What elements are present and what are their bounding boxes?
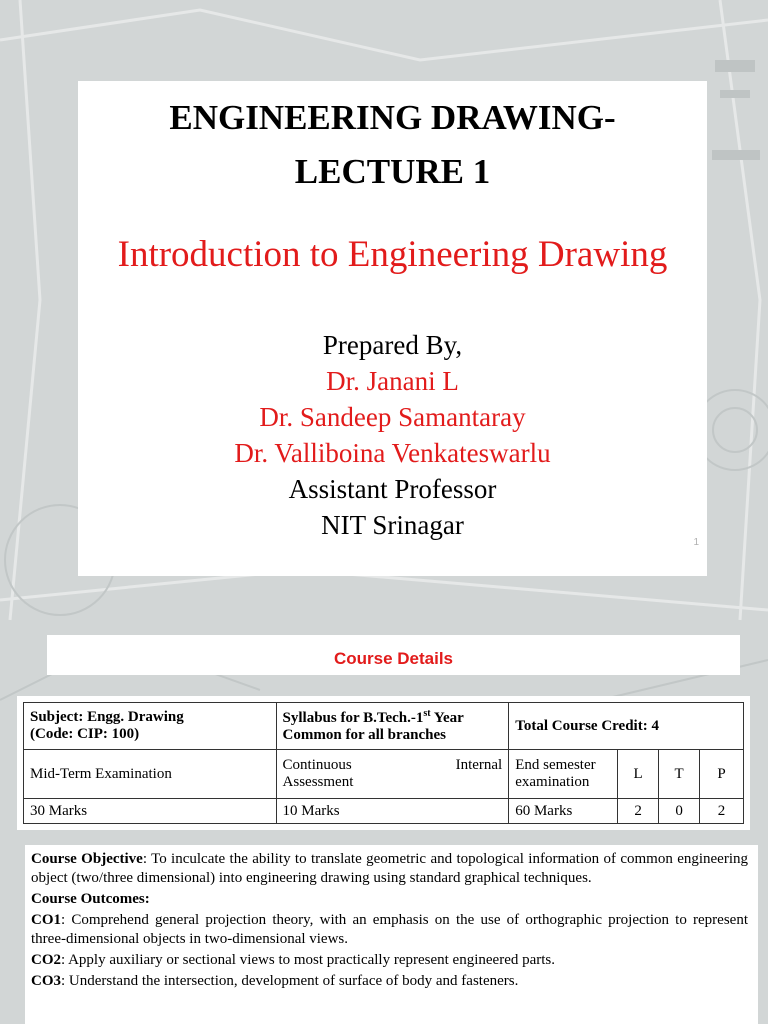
- outcome-co2: [31, 951, 748, 970]
- course-objective: [31, 850, 748, 888]
- slide-number: 1: [693, 537, 699, 548]
- table-cell-syllabus: [276, 703, 509, 750]
- cell-line: examination: [515, 774, 590, 791]
- author-name: Dr. Janani L: [326, 366, 459, 396]
- author-block: [78, 327, 707, 543]
- table-cell: 2: [700, 799, 744, 824]
- cell-word: Internal: [455, 757, 503, 774]
- syllabus-text: Syllabus for B.Tech.-1: [282, 710, 424, 727]
- table-cell-T: T: [659, 750, 700, 799]
- co-label: CO2: [31, 952, 61, 968]
- author-name: Dr. Sandeep Samantaray: [259, 402, 526, 432]
- syllabus-text-end: Year: [430, 710, 464, 727]
- course-details-table: [23, 702, 744, 824]
- outcomes-label: Course Outcomes:: [31, 891, 150, 907]
- subject-label: Subject: Engg. Drawing: [30, 709, 184, 726]
- co-label: CO3: [31, 973, 61, 989]
- table-cell-subject: [24, 703, 277, 750]
- objective-label: Course Objective: [31, 851, 143, 867]
- table-row: [24, 703, 744, 750]
- table-row: [24, 750, 744, 799]
- table-cell: 10 Marks: [276, 799, 509, 824]
- table-cell: 60 Marks: [509, 799, 618, 824]
- table-cell: 2: [618, 799, 659, 824]
- subject-code: (Code: CIP: 100): [30, 726, 140, 743]
- table-cell-L: L: [618, 750, 659, 799]
- objective-text: : To inculcate the ability to translate geometric and topological information of common engineering object (two/three dimensional) into engineering drawing using standard graphical techniques.: [31, 851, 748, 886]
- cell-line: [283, 757, 503, 774]
- table-cell: 0: [659, 799, 700, 824]
- title-line-2: LECTURE 1: [294, 152, 491, 191]
- title-slide: [78, 81, 707, 576]
- lecture-subtitle: Introduction to Engineering Drawing: [117, 234, 668, 275]
- title-line-1: ENGINEERING DRAWING-: [169, 98, 616, 137]
- course-table-panel: [17, 696, 750, 830]
- syllabus-branches: Common for all branches: [282, 727, 447, 744]
- table-cell-P: P: [700, 750, 744, 799]
- author-name: Dr. Valliboina Venkateswarlu: [234, 438, 551, 468]
- cell-line: Assessment: [282, 774, 354, 791]
- cell-line: End semester: [515, 757, 596, 774]
- outcome-co3: [31, 972, 748, 991]
- prepared-by-label: Prepared By,: [322, 330, 463, 360]
- superscript: st: [423, 708, 431, 720]
- table-cell: 30 Marks: [24, 799, 277, 824]
- syllabus-line: [283, 708, 503, 727]
- table-cell: [509, 750, 618, 799]
- lecture-title: [78, 91, 707, 199]
- co-text: : Apply auxiliary or sectional views to most practically represent engineered parts.: [61, 952, 556, 968]
- cell-word: Continuous: [282, 757, 352, 774]
- outcome-co1: [31, 911, 748, 949]
- table-cell: [276, 750, 509, 799]
- designation: Assistant Professor: [288, 474, 497, 504]
- course-outcomes-heading: [31, 890, 748, 909]
- objectives-text: [31, 850, 748, 991]
- table-cell: Mid-Term Examination: [24, 750, 277, 799]
- co-label: CO1: [31, 912, 61, 928]
- course-details-heading: Course Details: [47, 635, 740, 675]
- course-objectives-panel: [25, 845, 758, 1024]
- co-text: : Comprehend general projection theory, with an emphasis on the use of orthographic projection to represent three-dimensional objects in two-dimensional views.: [31, 912, 748, 947]
- table-cell-credit: Total Course Credit: 4: [509, 703, 744, 750]
- table-row: [24, 799, 744, 824]
- institute: NIT Srinagar: [321, 510, 464, 540]
- co-text: : Understand the intersection, development of surface of body and fasteners.: [61, 973, 519, 989]
